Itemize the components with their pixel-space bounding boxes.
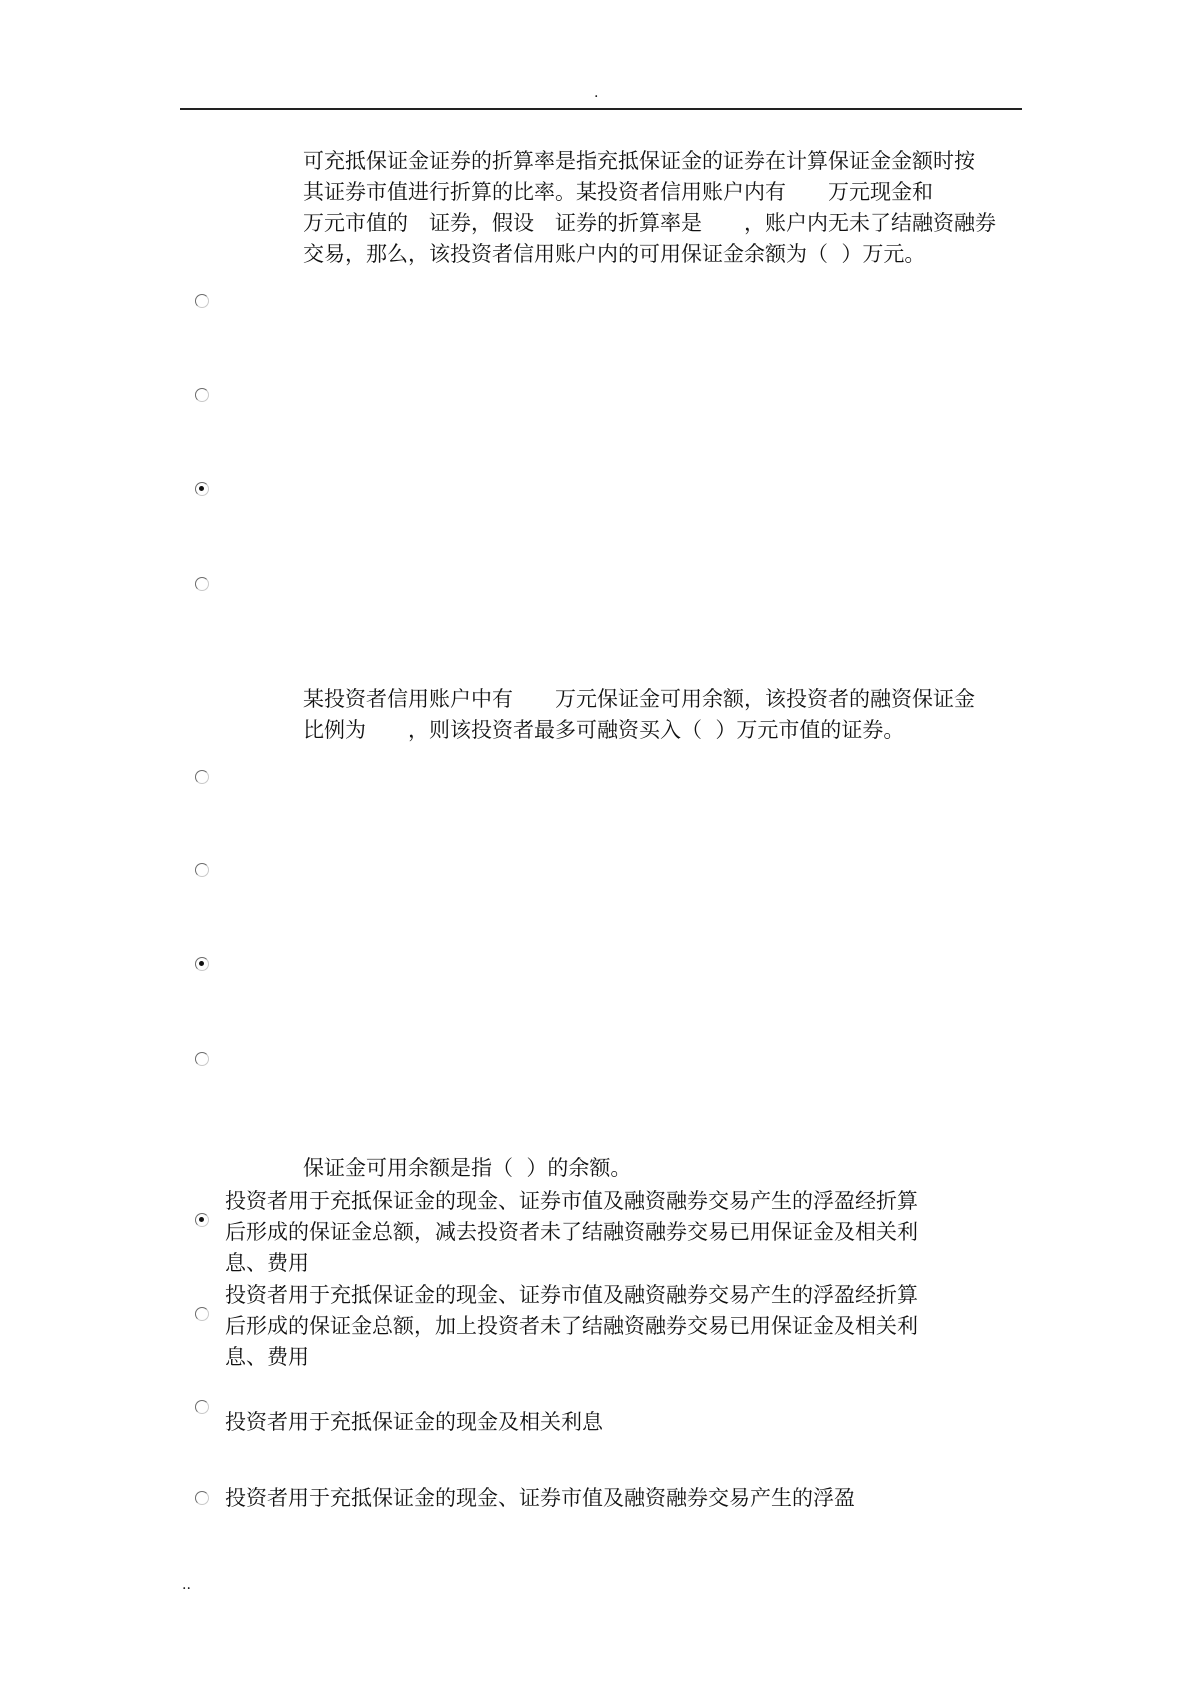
question-1-line: 可充抵保证金证券的折算率是指充抵保证金的证券在计算保证金金额时按 [303, 149, 975, 173]
footer-mark: .. [182, 1577, 191, 1593]
question-1-line: 交易，那么，该投资者信用账户内的可用保证金余额为（ ）万元。 [303, 242, 926, 266]
radio-dot [199, 1217, 204, 1222]
radio-dot [199, 486, 204, 491]
option-line: 后形成的保证金总额，减去投资者未了结融资融券交易已用保证金及相关利 [225, 1220, 918, 1244]
question-1-option-d-radio[interactable] [195, 577, 209, 591]
header-mark: . [594, 85, 599, 101]
question-3-option-d-radio[interactable] [195, 1491, 209, 1505]
header-rule [180, 108, 1022, 110]
option-line: 息、费用 [225, 1345, 309, 1369]
option-line: 息、费用 [225, 1251, 309, 1275]
question-1-option-b-radio[interactable] [195, 388, 209, 402]
question-3-option-a-text [225, 1186, 1025, 1279]
question-2-option-b-radio[interactable] [195, 863, 209, 877]
question-1-option-c-radio[interactable] [195, 482, 209, 496]
question-1-line: 万元市值的 证券，假设 证券的折算率是 ，账户内无未了结融资融券 [303, 211, 996, 235]
option-line: 后形成的保证金总额，加上投资者未了结融资融券交易已用保证金及相关利 [225, 1314, 918, 1338]
question-3-option-b-radio[interactable] [195, 1307, 209, 1321]
question-3-option-c-text [225, 1407, 1025, 1438]
question-2-line: 比例为 ，则该投资者最多可融资买入（ ）万元市值的证券。 [303, 718, 905, 742]
question-1-text [303, 146, 1023, 270]
question-3-option-a-radio[interactable] [195, 1213, 209, 1227]
question-2-option-a-radio[interactable] [195, 770, 209, 784]
option-line: 投资者用于充抵保证金的现金、证券市值及融资融券交易产生的浮盈经折算 [225, 1189, 918, 1213]
question-2-text [303, 684, 1023, 746]
question-2-option-c-radio[interactable] [195, 957, 209, 971]
question-3-text [303, 1153, 1023, 1184]
question-2-option-d-radio[interactable] [195, 1052, 209, 1066]
question-1-option-a-radio[interactable] [195, 294, 209, 308]
option-line: 投资者用于充抵保证金的现金、证券市值及融资融券交易产生的浮盈经折算 [225, 1283, 918, 1307]
option-line: 投资者用于充抵保证金的现金、证券市值及融资融券交易产生的浮盈 [225, 1486, 855, 1510]
question-2-line: 某投资者信用账户中有 万元保证金可用余额，该投资者的融资保证金 [303, 687, 975, 711]
option-line: 投资者用于充抵保证金的现金及相关利息 [225, 1410, 603, 1434]
question-3-option-b-text [225, 1280, 1025, 1373]
question-3-option-c-radio[interactable] [195, 1400, 209, 1414]
question-3-option-d-text [225, 1483, 1025, 1514]
question-3-line: 保证金可用余额是指（ ）的余额。 [303, 1156, 632, 1180]
radio-dot [199, 961, 204, 966]
question-1-line: 其证券市值进行折算的比率。某投资者信用账户内有 万元现金和 [303, 180, 933, 204]
